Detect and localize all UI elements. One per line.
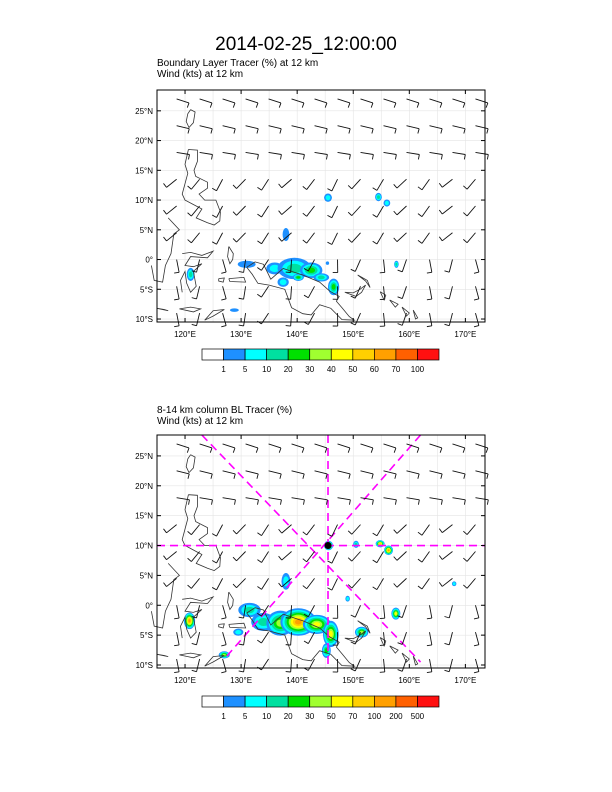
colorbar-label: 20 bbox=[283, 365, 293, 374]
lat-label: 5°N bbox=[139, 225, 153, 235]
colorbar-swatch bbox=[267, 349, 289, 360]
colorbar-label: 10 bbox=[262, 365, 272, 374]
lon-label: 170°E bbox=[454, 676, 477, 685]
colorbar-label: 5 bbox=[242, 365, 248, 374]
tracer-contour bbox=[346, 597, 349, 601]
tracer-contour bbox=[395, 263, 397, 266]
lat-label: 20°N bbox=[135, 136, 153, 146]
wind-barb-flag bbox=[487, 500, 488, 505]
lon-label: 150°E bbox=[342, 676, 365, 685]
lat-label: 10°N bbox=[135, 541, 153, 551]
wind-barb-flag bbox=[474, 672, 479, 673]
top-map-panel bbox=[135, 90, 488, 339]
lat-label: 5°N bbox=[139, 571, 153, 581]
lat-label: 0° bbox=[145, 601, 153, 611]
lon-label: 120°E bbox=[174, 676, 196, 685]
map-background bbox=[157, 90, 485, 322]
center-marker bbox=[325, 542, 332, 549]
colorbar-swatch bbox=[224, 696, 246, 707]
wind-barb-flag bbox=[192, 324, 197, 325]
tracer-contour bbox=[388, 549, 390, 551]
colorbar-swatch bbox=[288, 696, 310, 707]
top-panel-field-label: Boundary Layer Tracer (%) at 12 km bbox=[157, 58, 319, 69]
colorbar-swatch bbox=[224, 349, 246, 360]
colorbar-swatch bbox=[331, 696, 353, 707]
wind-barb-flag bbox=[174, 672, 179, 673]
colorbar-label: 70 bbox=[348, 712, 358, 721]
colorbar-swatch bbox=[353, 696, 375, 707]
colorbar-swatch bbox=[396, 349, 418, 360]
colorbar-swatch bbox=[310, 349, 332, 360]
colorbar-swatch bbox=[202, 696, 224, 707]
lon-label: 160°E bbox=[398, 330, 421, 339]
lat-label: 10°N bbox=[135, 196, 153, 206]
wind-barb-flag bbox=[192, 670, 197, 671]
lat-label: 25°N bbox=[135, 451, 153, 461]
lon-label: 140°E bbox=[286, 330, 309, 339]
bottom-map-panel bbox=[135, 435, 488, 685]
colorbar-swatch bbox=[267, 696, 289, 707]
bottom-panel-wind-label: Wind (kts) at 12 km bbox=[157, 416, 244, 427]
colorbar-swatch bbox=[245, 349, 267, 360]
tracer-contour bbox=[453, 582, 456, 585]
colorbar-label: 50 bbox=[326, 712, 336, 721]
wind-barb-flag bbox=[351, 669, 356, 671]
lat-label: 25°N bbox=[135, 106, 153, 116]
lon-label: 170°E bbox=[454, 330, 477, 339]
tracer-contour bbox=[235, 630, 241, 634]
lon-label: 120°E bbox=[174, 330, 196, 339]
colorbar-swatch bbox=[245, 696, 267, 707]
colorbar-label: 50 bbox=[348, 365, 358, 374]
lat-label: 10°S bbox=[135, 661, 153, 671]
wind-barb-flag bbox=[351, 323, 356, 325]
lon-label: 130°E bbox=[230, 676, 253, 685]
colorbar-swatch bbox=[417, 696, 439, 707]
colorbar-swatch bbox=[417, 349, 439, 360]
colorbar-swatch bbox=[331, 349, 353, 360]
tracer-contour bbox=[326, 261, 329, 265]
bottom-colorbar bbox=[202, 696, 439, 721]
top-panel-wind-label: Wind (kts) at 12 km bbox=[157, 69, 244, 80]
lon-label: 150°E bbox=[342, 330, 365, 339]
colorbar-label: 30 bbox=[305, 712, 315, 721]
tracer-contour bbox=[245, 607, 255, 613]
colorbar-swatch bbox=[310, 696, 332, 707]
lat-label: 5°S bbox=[140, 285, 153, 295]
lat-label: 10°S bbox=[135, 315, 153, 325]
tracer-contour bbox=[332, 284, 336, 290]
colorbar-label: 200 bbox=[389, 712, 403, 721]
colorbar-label: 1 bbox=[221, 712, 226, 721]
lon-label: 130°E bbox=[230, 330, 253, 339]
wind-barb-flag bbox=[444, 324, 449, 325]
colorbar-label: 60 bbox=[369, 365, 379, 374]
lat-label: 15°N bbox=[135, 166, 153, 176]
colorbar-label: 30 bbox=[305, 365, 315, 374]
top-colorbar bbox=[202, 349, 439, 374]
wind-barb-flag bbox=[487, 154, 488, 159]
lon-label: 160°E bbox=[398, 676, 421, 685]
colorbar-swatch bbox=[396, 696, 418, 707]
colorbar-swatch bbox=[374, 696, 396, 707]
lat-label: 0° bbox=[145, 255, 153, 265]
colorbar-swatch bbox=[353, 349, 375, 360]
tracer-contour bbox=[385, 201, 389, 205]
colorbar-label: 70 bbox=[391, 365, 401, 374]
colorbar-label: 100 bbox=[367, 712, 382, 721]
colorbar-swatch bbox=[202, 349, 224, 360]
lat-label: 20°N bbox=[135, 481, 153, 491]
tracer-contour bbox=[395, 612, 397, 615]
tracer-contour bbox=[188, 619, 190, 622]
tracer-contour bbox=[296, 276, 300, 278]
colorbar-label: 1 bbox=[221, 365, 226, 374]
colorbar-label: 500 bbox=[410, 712, 425, 721]
tracer-contour bbox=[280, 279, 287, 285]
colorbar-label: 5 bbox=[242, 712, 248, 721]
tracer-contour bbox=[318, 276, 325, 280]
tracer-contour bbox=[238, 261, 256, 268]
wind-barb-flag bbox=[486, 103, 488, 108]
wind-barb-flag bbox=[239, 325, 244, 326]
wind-barb-flag bbox=[486, 448, 488, 453]
wind-barb-flag bbox=[427, 326, 432, 327]
tracer-contour bbox=[326, 195, 331, 200]
colorbar-swatch bbox=[374, 349, 396, 360]
lat-label: 15°N bbox=[135, 511, 153, 521]
wind-barb-flag bbox=[444, 670, 449, 671]
lat-label: 5°S bbox=[140, 631, 153, 641]
wind-barb-flag bbox=[239, 671, 244, 672]
page-title: 2014-02-25_12:00:00 bbox=[215, 34, 397, 55]
colorbar-label: 10 bbox=[262, 712, 272, 721]
colorbar-swatch bbox=[288, 349, 310, 360]
wind-barb-flag bbox=[221, 672, 226, 673]
wind-barb-flag bbox=[427, 672, 432, 673]
lon-label: 140°E bbox=[286, 676, 309, 685]
wind-barb-flag bbox=[474, 326, 479, 327]
wind-barb-flag bbox=[398, 324, 403, 326]
wind-barb-flag bbox=[487, 474, 488, 479]
wind-barb-flag bbox=[398, 670, 403, 672]
tracer-contour bbox=[287, 264, 302, 274]
colorbar-label: 40 bbox=[326, 365, 336, 374]
bottom-panel-field-label: 8-14 km column BL Tracer (%) bbox=[157, 405, 293, 416]
tracer-contour bbox=[379, 543, 381, 545]
tracer-contour bbox=[230, 308, 239, 312]
tracer-contour bbox=[189, 272, 192, 278]
colorbar-label: 100 bbox=[410, 365, 425, 374]
wind-barb-flag bbox=[487, 129, 488, 134]
tracer-contour bbox=[377, 195, 380, 199]
wind-barb-flag bbox=[221, 326, 226, 327]
wind-barb-flag bbox=[174, 326, 179, 327]
colorbar-label: 20 bbox=[283, 712, 293, 721]
